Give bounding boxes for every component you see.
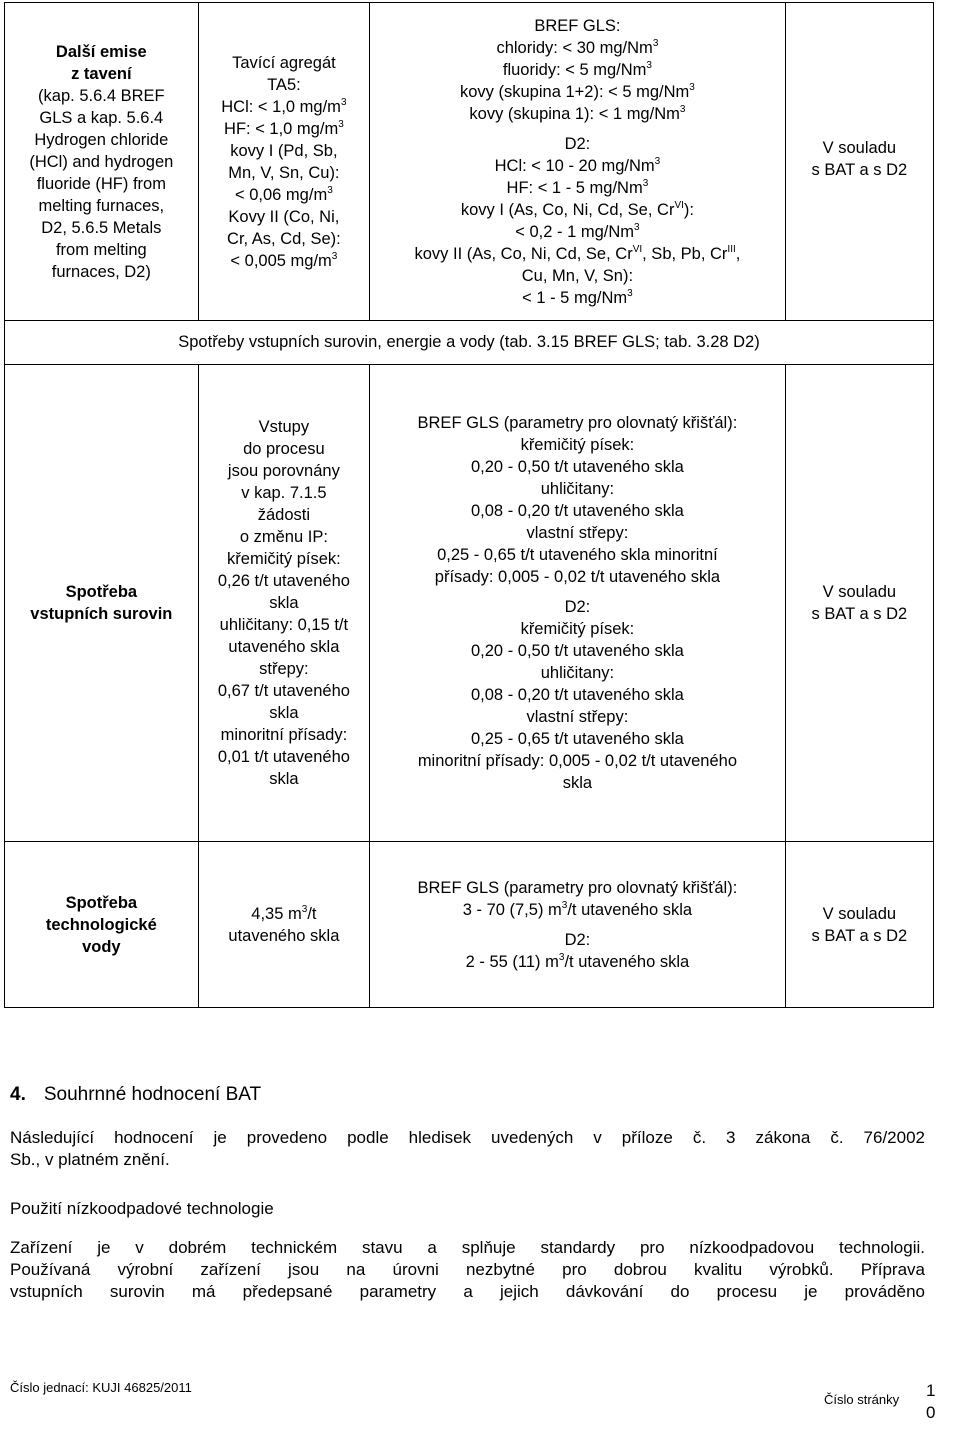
subheading bbox=[10, 1198, 925, 1220]
cell-line: z tavení bbox=[71, 64, 132, 83]
cell-line: s BAT a s D2 bbox=[811, 605, 908, 623]
cell-line: BREF GLS (parametry pro olovnatý křišťál): bbox=[417, 878, 738, 897]
cell-line: technologické bbox=[45, 915, 157, 934]
superscript: 3 bbox=[331, 250, 338, 262]
superscript: 3 bbox=[646, 59, 652, 71]
superscript: 3 bbox=[558, 951, 565, 963]
bref-limits-cell bbox=[370, 3, 786, 321]
cell-line: melting furnaces, bbox=[38, 196, 165, 215]
value-text: < 0,005 mg/m bbox=[230, 251, 332, 270]
cell-line bbox=[373, 221, 782, 243]
page-digit: 0 bbox=[926, 1403, 936, 1422]
cell-line: křemičitý písek: bbox=[227, 550, 341, 568]
value-text: < 0,06 mg/m bbox=[235, 185, 328, 204]
cell-line bbox=[373, 37, 782, 59]
value-text: HCl: < 10 - 20 mg/Nm bbox=[494, 156, 655, 175]
superscript: 3 bbox=[338, 118, 344, 130]
spacer bbox=[373, 588, 782, 596]
cell-line: utaveného skla bbox=[228, 926, 340, 945]
value-text: < 0,2 - 1 mg/Nm bbox=[515, 222, 634, 241]
value-text: chloridy: < 30 mg/Nm bbox=[496, 38, 653, 57]
cell-line bbox=[202, 250, 366, 272]
superscript: 3 bbox=[340, 96, 347, 108]
actual-values-cell bbox=[198, 842, 369, 1008]
reference-number: Číslo jednací: KUJI 46825/2011 bbox=[10, 1380, 192, 1395]
page-digit: 1 bbox=[926, 1381, 936, 1400]
cell-line: from melting bbox=[55, 240, 147, 259]
cell-line: (kap. 5.6.4 BREF bbox=[38, 86, 165, 105]
page-number bbox=[926, 1380, 935, 1424]
cell-line: vstupních surovin bbox=[30, 605, 173, 623]
superscript: 3 bbox=[679, 103, 686, 115]
cell-line: Spotřeba bbox=[65, 893, 138, 912]
cell-line: Hydrogen chloride bbox=[34, 130, 169, 149]
cell-line: křemičitý písek: bbox=[520, 620, 635, 638]
cell-line: skla bbox=[562, 774, 593, 792]
cell-line: D2: bbox=[564, 930, 591, 949]
cell-line: vlastní střepy: bbox=[526, 524, 629, 542]
superscript: 3 bbox=[301, 903, 308, 915]
cell-line bbox=[373, 243, 782, 265]
cell-line: (HCl) and hydrogen bbox=[29, 152, 174, 171]
cell-line: přísady: 0,005 - 0,02 t/t utaveného skla bbox=[434, 568, 721, 586]
cell-line: D2: bbox=[564, 598, 591, 616]
cell-line: 0,01 t/t utaveného bbox=[217, 748, 350, 766]
paragraph-line: Používaná výrobní zařízení jsou na úrovni nezbytné pro dobrou kvalitu výrobků. Příprava bbox=[10, 1260, 925, 1279]
value-text: , bbox=[735, 244, 741, 263]
spacer bbox=[373, 125, 782, 133]
cell-line bbox=[373, 199, 782, 221]
compliance-cell bbox=[785, 3, 933, 321]
cell-line bbox=[373, 899, 782, 921]
cell-line: Kovy II (Co, Ni, bbox=[228, 207, 340, 226]
cell-line: furnaces, D2) bbox=[51, 262, 151, 281]
superscript: 3 bbox=[327, 184, 333, 196]
cell-line: vody bbox=[82, 937, 121, 956]
paragraph-line: Zařízení je v dobrém technickém stavu a splňuje standardy pro nízkoodpadovou technologii. bbox=[10, 1238, 925, 1257]
cell-line bbox=[373, 59, 782, 81]
value-text: kovy I (As, Co, Ni, Cd, Se, Cr bbox=[460, 200, 675, 219]
cell-line bbox=[202, 118, 366, 140]
table-row bbox=[5, 3, 934, 321]
superscript: 3 bbox=[627, 287, 633, 299]
cell-line: BREF GLS (parametry pro olovnatý křišťál): bbox=[417, 414, 738, 432]
cell-line: D2, 5.6.5 Metals bbox=[41, 218, 162, 237]
cell-line: skla bbox=[269, 770, 299, 788]
cell-line: skla bbox=[269, 594, 299, 612]
cell-line bbox=[202, 96, 366, 118]
cell-line bbox=[373, 951, 782, 973]
cell-line: Cu, Mn, V, Sn): bbox=[521, 266, 634, 285]
cell-line: 0,67 t/t utaveného bbox=[217, 682, 350, 700]
value-text: ): bbox=[683, 200, 694, 219]
emissions-table bbox=[4, 2, 934, 321]
cell-line: utaveného skla bbox=[228, 638, 340, 656]
cell-line: o změnu IP: bbox=[239, 528, 328, 546]
category-cell bbox=[5, 365, 199, 842]
superscript: III bbox=[727, 243, 736, 255]
cell-line: minoritní přísady: bbox=[220, 726, 348, 744]
cell-line bbox=[373, 287, 782, 309]
cell-line: žádosti bbox=[257, 506, 311, 524]
section-title: Souhrnné hodnocení BAT bbox=[43, 1084, 262, 1105]
cell-line: TA5: bbox=[267, 75, 301, 94]
superscript: 3 bbox=[634, 221, 640, 233]
cell-line: s BAT a s D2 bbox=[811, 926, 908, 945]
value-text: 3 - 70 (7,5) m bbox=[462, 900, 562, 919]
cell-line: s BAT a s D2 bbox=[811, 161, 908, 179]
page-number-label: Číslo stránky bbox=[824, 1392, 900, 1407]
cell-line: do procesu bbox=[243, 440, 325, 458]
intro-paragraph bbox=[10, 1127, 925, 1171]
paragraph-line: vstupních surovin má předepsané parametry a jejich dávkování do procesu je prováděno bbox=[10, 1282, 925, 1301]
bref-values-cell bbox=[370, 365, 786, 842]
consumption-table bbox=[4, 364, 934, 1008]
cell-line: Spotřeba bbox=[65, 583, 138, 601]
cell-line bbox=[373, 177, 782, 199]
cell-line: fluoride (HF) from bbox=[36, 174, 166, 193]
cell-line: V souladu bbox=[822, 139, 897, 157]
compliance-cell bbox=[785, 842, 933, 1008]
cell-line: Mn, V, Sn, Cu): bbox=[228, 163, 340, 182]
cell-line: v kap. 7.1.5 bbox=[241, 484, 327, 502]
cell-line: 0,20 - 0,50 t/t utaveného skla bbox=[471, 458, 684, 476]
value-text: fluoridy: < 5 mg/Nm bbox=[502, 60, 647, 79]
cell-line bbox=[202, 184, 366, 206]
emission-category-cell bbox=[5, 3, 199, 321]
cell-line: GLS a kap. 5.6.4 bbox=[39, 108, 164, 127]
value-text: < 1 - 5 mg/Nm bbox=[522, 288, 628, 307]
table-row bbox=[5, 842, 934, 1008]
cell-line: BREF GLS: bbox=[534, 16, 621, 35]
subheading-text: Použití nízkoodpadové technologie bbox=[10, 1199, 274, 1218]
value-text: /t utaveného skla bbox=[567, 900, 693, 919]
spacer bbox=[373, 921, 782, 929]
superscript: VI bbox=[632, 243, 643, 255]
paragraph-line: Následující hodnocení je provedeno podle hledisek uvedených v příloze č. 3 zákona č. 76/2002 bbox=[10, 1128, 925, 1147]
section-heading bbox=[10, 1084, 261, 1106]
cell-line bbox=[202, 903, 366, 925]
bref-values-cell bbox=[370, 842, 786, 1008]
cell-line: Cr, As, Cd, Se): bbox=[227, 229, 341, 248]
value-text: , Sb, Pb, Cr bbox=[642, 244, 728, 263]
value-text: HF: < 1 - 5 mg/Nm bbox=[506, 178, 643, 197]
cell-line: D2: bbox=[564, 134, 591, 153]
cell-line: kovy I (Pd, Sb, bbox=[230, 141, 338, 160]
section-number: 4. bbox=[10, 1084, 26, 1105]
cell-line: Tavící agregát bbox=[232, 53, 336, 72]
cell-line: uhličitany: bbox=[540, 664, 615, 682]
cell-line: vlastní střepy: bbox=[526, 708, 629, 726]
cell-line: Další emise bbox=[55, 42, 147, 61]
value-text: kovy (skupina 1): < 1 mg/Nm bbox=[469, 104, 680, 123]
cell-line: uhličitany: bbox=[540, 480, 615, 498]
paragraph-line: Sb., v platném znění. bbox=[10, 1150, 170, 1169]
cell-line: minoritní přísady: 0,005 - 0,02 t/t utaveného bbox=[417, 752, 738, 770]
superscript: 3 bbox=[642, 177, 649, 189]
cell-line bbox=[373, 81, 782, 103]
superscript: 3 bbox=[654, 155, 661, 167]
cell-line bbox=[373, 155, 782, 177]
value-text: 2 - 55 (11) m bbox=[465, 952, 559, 971]
table-row bbox=[5, 365, 934, 842]
compliance-cell bbox=[785, 365, 933, 842]
value-text: 4,35 m bbox=[251, 904, 302, 923]
cell-line bbox=[373, 103, 782, 125]
cell-line: jsou porovnány bbox=[227, 462, 340, 480]
superscript: 3 bbox=[689, 81, 695, 93]
cell-line: 0,08 - 0,20 t/t utaveného skla bbox=[471, 502, 684, 520]
value-text: /t bbox=[307, 904, 317, 923]
cell-line: křemičitý písek: bbox=[520, 436, 635, 454]
cell-line: 0,20 - 0,50 t/t utaveného skla bbox=[471, 642, 684, 660]
cell-line: skla bbox=[269, 704, 299, 722]
superscript: 3 bbox=[652, 37, 659, 49]
cell-line: V souladu bbox=[822, 583, 897, 601]
furnace-emission-cell bbox=[198, 3, 369, 321]
category-cell bbox=[5, 842, 199, 1008]
value-text: HF: < 1,0 mg/m bbox=[224, 119, 339, 138]
body-paragraph bbox=[10, 1237, 925, 1303]
cell-line: 0,08 - 0,20 t/t utaveného skla bbox=[471, 686, 684, 704]
cell-line: 0,25 - 0,65 t/t utaveného skla minoritní bbox=[437, 546, 718, 564]
value-text: kovy II (As, Co, Ni, Cd, Se, Cr bbox=[414, 244, 633, 263]
consumption-section-title: Spotřeby vstupních surovin, energie a vody (tab. 3.15 BREF GLS; tab. 3.28 D2) bbox=[4, 320, 934, 364]
cell-line: V souladu bbox=[822, 904, 897, 923]
superscript: VI bbox=[674, 199, 684, 211]
cell-line: Vstupy bbox=[258, 418, 310, 436]
actual-values-cell bbox=[198, 365, 369, 842]
cell-line: uhličitany: 0,15 t/t bbox=[219, 616, 349, 634]
cell-line: střepy: bbox=[259, 660, 309, 678]
superscript: 3 bbox=[561, 899, 568, 911]
cell-line: 0,26 t/t utaveného bbox=[217, 572, 350, 590]
value-text: kovy (skupina 1+2): < 5 mg/Nm bbox=[460, 82, 690, 101]
cell-line: 0,25 - 0,65 t/t utaveného skla bbox=[471, 730, 684, 748]
value-text: /t utaveného skla bbox=[564, 952, 690, 971]
value-text: HCl: < 1,0 mg/m bbox=[221, 97, 341, 116]
